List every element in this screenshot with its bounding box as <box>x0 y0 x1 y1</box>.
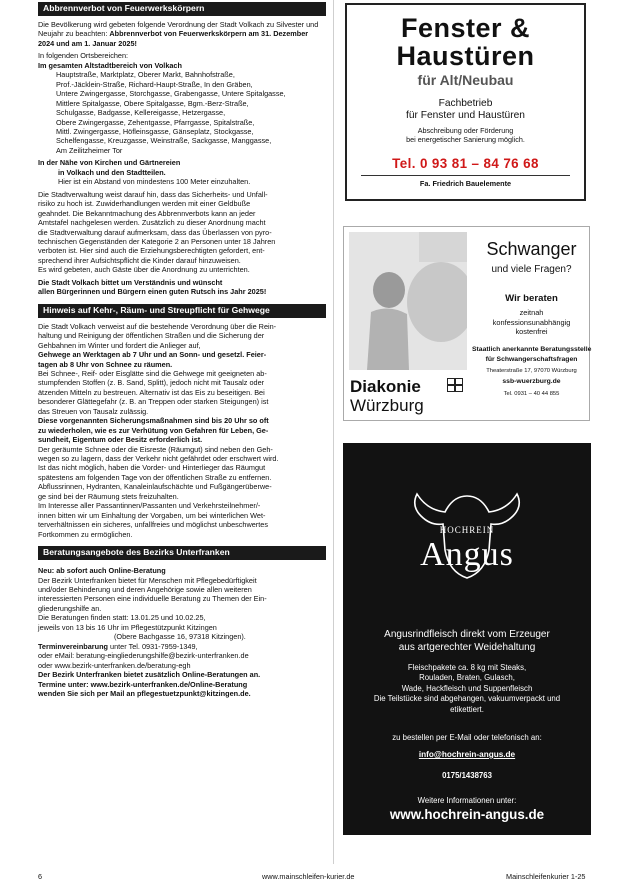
ad-text: Weitere Informationen unter: <box>417 796 517 805</box>
address-line: (Obere Bachgasse 16, 97318 Kitzingen). <box>114 632 246 642</box>
paragraph: Im Interesse aller Passantinnen/Passanten und Verkehrsteilnehmer/- innen bitten wir um Einhaltung der Vorgaben, um bei winterlichen Wet- terverhältnissen ein sicheres, unfallfreies und möglichst unbeschwertes Fortkommen zu ermöglichen. <box>38 501 268 539</box>
ad-text: bei energetischer Sanierung möglich. <box>406 135 525 144</box>
ad-email-link[interactable]: info@hochrein-angus.de <box>418 750 516 759</box>
diakonie-logo: Diakonie <box>350 377 421 396</box>
ad-phone: Tel. 0931 – 40 44 855 <box>503 390 560 397</box>
paragraph: Die Stadt Volkach verweist auf die bestehende Verordnung über die Rein- haltung und Reinigung der öffentlichen Straßen und die Sicherung der Gehbahnen im Winter und fordert die Anlieger auf, <box>38 321 277 350</box>
area-heading: Im gesamten Altstadtbereich von Volkach <box>38 60 182 70</box>
street-list: Hauptstraße, Marktplatz, Oberer Markt, Bahnhofstraße, Prof.-Jäcklein-Straße, Richard-Haupt-Straße, In den Gräben, Untere Zwingergasse, Storchgasse, Grabengasse, Untere Spitalgasse, Mittlere Spitalgasse, Obere Spitalgasse, Bgm.-Berz-Straße, Schulgasse, Badgasse, Kellereigasse, Hetzergasse, Obere Zwingergasse, Zehentgasse, Pfarrgasse, Spitalstraße, Mittl. Zwingergasse, Höfleinsgasse, Gänseplatz, Stockgasse, Schelfengasse, Kreuzgasse, Weinstraße, Sackgasse, Manggasse, Am Zeilitzheimer Tor <box>56 70 286 155</box>
section-heading-counseling: Beratungsangebote des Bezirks Unterfranken <box>38 546 326 560</box>
distance-note: Hier ist ein Abstand von mindestens 100 Meter einzuhalten. <box>58 177 251 187</box>
web-link[interactable]: oder www.bezirk-unterfranken.de/beratung-egh <box>38 660 191 670</box>
near-subheading: in Volkach und den Stadtteilen. <box>58 167 166 177</box>
ad-phone: 0175/1438763 <box>442 771 492 780</box>
paragraph: Der Bezirk Unterfranken bietet für Menschen mit Pflegebedürftigkeit und/oder Behinderung und deren Angehörige sowie allen weiteren interessierten Personen eine individuelle Beratung zu Themen der Ein- gliederungshilfe an. <box>38 575 267 613</box>
email-link[interactable]: oder eMail: beratung-eingliederungshilfe@bezirk-unterfranken.de <box>38 651 249 661</box>
near-heading: In der Nähe von Kirchen und Gärtnereien <box>38 158 181 168</box>
ad-text-block: Schwanger und viele Fragen? Wir beraten zeitnah konfessionsunabhängig kostenfrei Staatlich anerkannte Beratungsstelle für Schwangerschaftsfragen Theaterstraße 17, 97070 Würzburg ssb-wuerzburg.de Tel. 0931 – 40 44 855 <box>472 239 592 397</box>
ad-subtitle: für Alt/Neubau <box>417 72 514 88</box>
paragraph: Die Bevölkerung wird gebeten folgende Verordnung der Stadt Volkach zu Silvester und Neujahr zu beachten: Abbrennverbot von Feuerwerkskörpern am 31. Dezember 2024 und am 1. Januar 2025! <box>38 20 319 48</box>
column-divider <box>333 0 334 864</box>
online-info: Der Bezirk Unterfranken bietet zusätzlich Online-Beratungen an. Termine unter: www.bezirk-unterfranken.de/Online-Beratung wenden Sie sich per Mail an pflegestuetzpunkt@kitzingen.de. <box>38 670 261 698</box>
diakonie-city: Würzburg <box>350 396 424 415</box>
ad-hochrein-angus <box>343 443 591 835</box>
ad-text: Fachbetrieb <box>438 98 493 109</box>
ad-web: ssb-wuerzburg.de <box>502 377 561 385</box>
section-heading-fireworks: Abbrennverbot von Feuerwerkskörpern <box>38 2 326 16</box>
paragraph-emphasis: Diese vorgenannten Sicherungsmaßnahmen sind bis 20 Uhr so oft zu wiederholen, wie es zur Verhütung von Gefahren für Leben, Ge- sundheit, Eigentum oder Besitz erforderlich ist. <box>38 416 269 445</box>
closing-greeting: Die Stadt Volkach bittet um Verständnis und wünscht allen Bürgerinnen und Bürgern einen guten Rutsch ins Jahr 2025! <box>38 277 267 297</box>
ad-text: Wir beraten <box>505 293 558 304</box>
paragraph: Die Stadtverwaltung weist darauf hin, dass das Sicherheits- und Unfall- risiko zu hoch ist. Zuwiderhandlungen werden mit einer Geldbuße geahndet. Die Bekanntmachung des Abbrennverbots kann an jeder Amtstafel nachgelesen werden. Zusätzlich zu dieser Anordnung macht die Stadtverwaltung darauf aufmerksam, dass das Überlassen von pyro- technischen Gegenständen der Kategorie 2 an Personen unter 18 Jahren verboten ist. Hier sind auch die Erziehungsberechtigten gefordert, ent- sprechend ihrer Aufsichtspflicht die Kinder darauf hinzuweisen. Es wird gebeten, auch Gäste über die Anordnung zu unterrichten. <box>38 189 276 275</box>
diakonie-cross-icon <box>447 378 463 392</box>
divider <box>361 175 570 176</box>
dates-line: Die Beratungen finden statt: 13.01.25 und 10.02.25, <box>38 613 206 623</box>
ad-diakonie <box>343 226 590 421</box>
pregnancy-photo <box>349 232 467 370</box>
ad-headline: Schwanger <box>486 239 577 259</box>
areas-intro: In folgenden Ortsbereichen: <box>38 51 129 61</box>
appointment-line: Terminvereinbarung unter Tel. 0931-7959-1349, <box>38 641 198 651</box>
ad-headline: Angusrindfleisch direkt vom Erzeuger aus artgerechter Weidehaltung <box>384 629 550 653</box>
ad-title: Haustüren <box>396 41 535 71</box>
dates-line: jeweils von 13 bis 16 Uhr im Pflegestützpunkt Kitzingen <box>38 622 217 632</box>
article-column <box>38 0 326 698</box>
ad-text: Abschreibung oder Förderung <box>417 126 514 135</box>
page-number: 6 <box>38 872 43 881</box>
ad-title: Fenster & <box>400 13 531 43</box>
logo-wordmark: Angus <box>420 536 514 573</box>
ad-text: zu bestellen per E-Mail oder telefonisch an: <box>392 733 542 742</box>
section-heading-winter-duty: Hinweis auf Kehr-, Räum- und Streupflicht für Gehwege <box>38 304 326 318</box>
ad-phone: Tel. 0 93 81 – 84 76 68 <box>392 156 539 171</box>
ad-web-link[interactable]: www.hochrein-angus.de <box>389 807 545 822</box>
footer-url[interactable]: www.mainschleifen-kurier.de <box>262 872 355 881</box>
ad-company: Fa. Friedrich Bauelemente <box>419 179 512 188</box>
ad-text: Fleischpakete ca. 8 kg mit Steaks, Rouladen, Braten, Gulasch, Wade, Hackfleisch und Suppenfleisch Die Teilstücke sind abgehangen, vakuumverpackt und etikettiert. <box>373 663 561 714</box>
ad-text: für Fenster und Haustüren <box>406 110 525 121</box>
ad-subheadline: und viele Fragen? <box>491 264 572 275</box>
footer-issue: Mainschleifenkurier 1-25 <box>506 872 586 881</box>
ad-windows-doors <box>345 3 586 201</box>
logo-top-text: HOCHREIN <box>439 525 495 535</box>
online-counseling-note: Neu: ab sofort auch Online-Beratung <box>38 566 166 576</box>
paragraph: Der geräumte Schnee oder die Eisreste (Räumgut) sind neben den Geh- wegen so zu lagern, dass der Verkehr nicht gefährdet oder erschwert wird. Ist das nicht möglich, haben die Vorder- und Hinterlieger das Räumgut spätestens am folgenden Tage von der öffentlichen Straße zu entfernen. Abflussrinnen, Hydranten, Kanaleinlaufschächte und Fußgängerüberwe- ge sind bei der Räumung stets freizuhalten. <box>38 444 279 501</box>
paragraph: Bei Schnee-, Reif- oder Eisglätte sind die Gehwege mit geeigneten ab- stumpfenden Stoffen (z. B. Sand, Splitt), jedoch nicht mit Tausalz oder ätzenden Mitteln zu bestreuen. Alternativ ist das Eis zu beseitigen. Bei besonderer Glättegefahr (z. B. an Treppen oder starken Steigungen) ist das Streuen von Tausalz zulässig. <box>38 368 269 416</box>
clearing-times: Gehwege an Werktagen ab 7 Uhr und an Sonn- und gesetzl. Feier- tagen ab 8 Uhr von Schnee zu räumen. <box>38 350 267 369</box>
